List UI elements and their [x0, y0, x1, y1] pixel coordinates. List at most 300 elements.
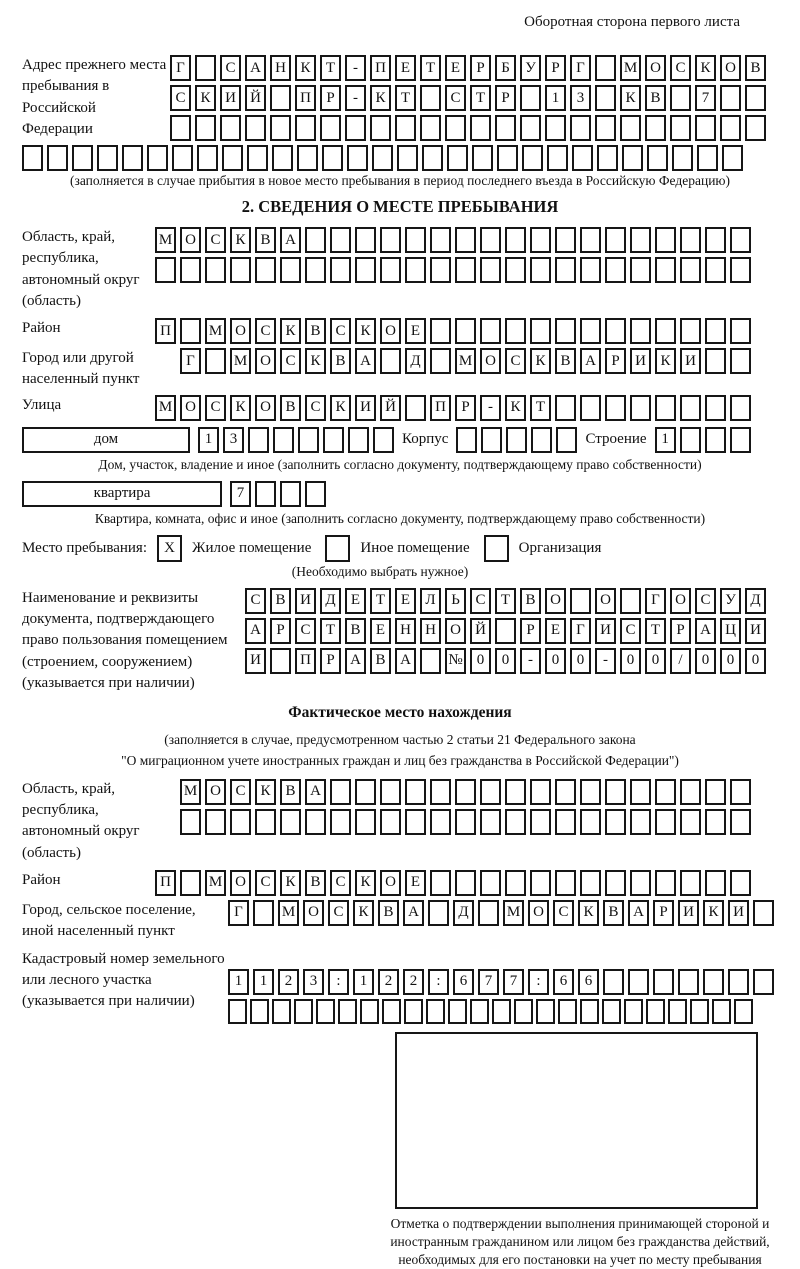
char-cell[interactable]	[705, 348, 726, 374]
char-cell[interactable]: В	[345, 618, 366, 644]
char-cell[interactable]: В	[370, 648, 391, 674]
char-cell[interactable]	[428, 900, 449, 926]
char-cell[interactable]	[448, 999, 467, 1024]
char-cell[interactable]: Р	[653, 900, 674, 926]
char-cell[interactable]: И	[745, 618, 766, 644]
char-cell[interactable]: К	[505, 395, 526, 421]
char-cell[interactable]	[147, 145, 168, 171]
char-cell[interactable]	[345, 115, 366, 141]
char-cell[interactable]	[272, 145, 293, 171]
char-cell[interactable]	[270, 85, 291, 111]
char-cell[interactable]	[245, 115, 266, 141]
char-cell[interactable]: О	[645, 55, 666, 81]
char-cell[interactable]: 7	[503, 969, 524, 995]
char-cell[interactable]: 7	[695, 85, 716, 111]
char-cell[interactable]: О	[230, 318, 251, 344]
char-cell[interactable]: И	[728, 900, 749, 926]
char-cell[interactable]	[348, 427, 369, 453]
char-cell[interactable]	[297, 145, 318, 171]
char-cell[interactable]	[605, 227, 626, 253]
char-cell[interactable]	[248, 427, 269, 453]
char-cell[interactable]: К	[695, 55, 716, 81]
char-cell[interactable]: М	[230, 348, 251, 374]
char-cell[interactable]: 1	[655, 427, 676, 453]
char-cell[interactable]: Ь	[445, 588, 466, 614]
char-cell[interactable]	[172, 145, 193, 171]
checkbox-organization[interactable]	[484, 535, 509, 562]
char-cell[interactable]	[555, 318, 576, 344]
char-cell[interactable]: У	[520, 55, 541, 81]
char-cell[interactable]	[703, 969, 724, 995]
char-cell[interactable]	[555, 809, 576, 835]
char-cell[interactable]: В	[745, 55, 766, 81]
checkbox-residential[interactable]: X	[157, 535, 182, 562]
char-cell[interactable]: 7	[478, 969, 499, 995]
char-cell[interactable]	[580, 257, 601, 283]
char-cell[interactable]	[380, 809, 401, 835]
char-cell[interactable]	[255, 809, 276, 835]
char-cell[interactable]: И	[355, 395, 376, 421]
char-cell[interactable]: А	[245, 618, 266, 644]
char-cell[interactable]: 2	[278, 969, 299, 995]
char-cell[interactable]: -	[595, 648, 616, 674]
char-cell[interactable]: 0	[470, 648, 491, 674]
char-cell[interactable]: 3	[570, 85, 591, 111]
char-cell[interactable]	[655, 809, 676, 835]
char-cell[interactable]: 1	[228, 969, 249, 995]
char-cell[interactable]: А	[403, 900, 424, 926]
char-cell[interactable]: С	[330, 870, 351, 896]
char-cell[interactable]	[555, 779, 576, 805]
char-cell[interactable]	[520, 115, 541, 141]
char-cell[interactable]	[730, 227, 751, 253]
char-cell[interactable]: 6	[578, 969, 599, 995]
char-cell[interactable]	[360, 999, 379, 1024]
char-cell[interactable]: О	[380, 870, 401, 896]
char-cell[interactable]	[646, 999, 665, 1024]
char-cell[interactable]	[595, 115, 616, 141]
char-cell[interactable]	[270, 648, 291, 674]
char-cell[interactable]	[355, 809, 376, 835]
char-cell[interactable]	[470, 115, 491, 141]
char-cell[interactable]: С	[670, 55, 691, 81]
char-cell[interactable]	[653, 969, 674, 995]
char-cell[interactable]: 2	[378, 969, 399, 995]
char-cell[interactable]: С	[255, 318, 276, 344]
char-cell[interactable]	[122, 145, 143, 171]
char-cell[interactable]: К	[355, 318, 376, 344]
char-cell[interactable]	[595, 85, 616, 111]
char-cell[interactable]	[620, 115, 641, 141]
char-cell[interactable]: О	[205, 779, 226, 805]
char-cell[interactable]	[430, 779, 451, 805]
char-cell[interactable]: К	[255, 779, 276, 805]
char-cell[interactable]: С	[170, 85, 191, 111]
char-cell[interactable]: Р	[605, 348, 626, 374]
char-cell[interactable]: Г	[645, 588, 666, 614]
char-cell[interactable]	[222, 145, 243, 171]
char-cell[interactable]: 0	[745, 648, 766, 674]
char-cell[interactable]	[672, 145, 693, 171]
char-cell[interactable]	[670, 115, 691, 141]
char-cell[interactable]: Й	[245, 85, 266, 111]
char-cell[interactable]	[447, 145, 468, 171]
char-cell[interactable]	[355, 227, 376, 253]
char-cell[interactable]: Г	[228, 900, 249, 926]
char-cell[interactable]: 7	[230, 481, 251, 507]
char-cell[interactable]	[273, 427, 294, 453]
char-cell[interactable]	[705, 227, 726, 253]
char-cell[interactable]: Т	[320, 55, 341, 81]
char-cell[interactable]: Г	[570, 55, 591, 81]
char-cell[interactable]: И	[630, 348, 651, 374]
char-cell[interactable]: 3	[303, 969, 324, 995]
char-cell[interactable]	[705, 779, 726, 805]
char-cell[interactable]: С	[445, 85, 466, 111]
char-cell[interactable]	[255, 257, 276, 283]
char-cell[interactable]	[728, 969, 749, 995]
char-cell[interactable]: Т	[395, 85, 416, 111]
char-cell[interactable]	[555, 227, 576, 253]
char-cell[interactable]: М	[278, 900, 299, 926]
char-cell[interactable]	[404, 999, 423, 1024]
char-cell[interactable]	[580, 870, 601, 896]
char-cell[interactable]	[372, 145, 393, 171]
char-cell[interactable]	[630, 318, 651, 344]
char-cell[interactable]	[580, 999, 599, 1024]
char-cell[interactable]	[514, 999, 533, 1024]
char-cell[interactable]	[97, 145, 118, 171]
char-cell[interactable]	[230, 809, 251, 835]
char-cell[interactable]	[753, 900, 774, 926]
char-cell[interactable]	[530, 779, 551, 805]
char-cell[interactable]	[170, 115, 191, 141]
char-cell[interactable]	[745, 115, 766, 141]
char-cell[interactable]: С	[255, 870, 276, 896]
char-cell[interactable]	[705, 427, 726, 453]
char-cell[interactable]: О	[303, 900, 324, 926]
char-cell[interactable]: -	[520, 648, 541, 674]
char-cell[interactable]	[492, 999, 511, 1024]
char-cell[interactable]: И	[245, 648, 266, 674]
char-cell[interactable]	[280, 809, 301, 835]
char-cell[interactable]: С	[230, 779, 251, 805]
char-cell[interactable]: Т	[495, 588, 516, 614]
char-cell[interactable]: Р	[320, 85, 341, 111]
char-cell[interactable]	[430, 809, 451, 835]
char-cell[interactable]	[753, 969, 774, 995]
char-cell[interactable]	[397, 145, 418, 171]
char-cell[interactable]: В	[645, 85, 666, 111]
char-cell[interactable]	[405, 395, 426, 421]
char-cell[interactable]	[205, 809, 226, 835]
char-cell[interactable]: 1	[198, 427, 219, 453]
char-cell[interactable]: С	[553, 900, 574, 926]
char-cell[interactable]	[730, 348, 751, 374]
char-cell[interactable]	[220, 115, 241, 141]
checkbox-other-premises[interactable]	[325, 535, 350, 562]
char-cell[interactable]: Е	[395, 55, 416, 81]
char-cell[interactable]	[280, 257, 301, 283]
char-cell[interactable]: П	[155, 318, 176, 344]
char-cell[interactable]	[338, 999, 357, 1024]
char-cell[interactable]	[270, 115, 291, 141]
char-cell[interactable]	[705, 257, 726, 283]
char-cell[interactable]: А	[280, 227, 301, 253]
char-cell[interactable]: О	[230, 870, 251, 896]
char-cell[interactable]	[455, 809, 476, 835]
char-cell[interactable]	[505, 779, 526, 805]
char-cell[interactable]: 0	[645, 648, 666, 674]
char-cell[interactable]	[247, 145, 268, 171]
char-cell[interactable]: О	[255, 395, 276, 421]
char-cell[interactable]: Р	[470, 55, 491, 81]
char-cell[interactable]: /	[670, 648, 691, 674]
char-cell[interactable]: О	[380, 318, 401, 344]
char-cell[interactable]	[47, 145, 68, 171]
char-cell[interactable]	[22, 145, 43, 171]
char-cell[interactable]: В	[378, 900, 399, 926]
char-cell[interactable]: С	[328, 900, 349, 926]
char-cell[interactable]	[655, 257, 676, 283]
char-cell[interactable]	[730, 809, 751, 835]
char-cell[interactable]	[330, 809, 351, 835]
char-cell[interactable]	[520, 85, 541, 111]
char-cell[interactable]: С	[505, 348, 526, 374]
char-cell[interactable]: В	[603, 900, 624, 926]
char-cell[interactable]	[605, 779, 626, 805]
char-cell[interactable]: К	[295, 55, 316, 81]
char-cell[interactable]: Р	[270, 618, 291, 644]
char-cell[interactable]	[455, 779, 476, 805]
char-cell[interactable]	[570, 588, 591, 614]
char-cell[interactable]	[605, 809, 626, 835]
char-cell[interactable]	[505, 227, 526, 253]
char-cell[interactable]	[720, 85, 741, 111]
char-cell[interactable]	[695, 115, 716, 141]
char-cell[interactable]	[730, 257, 751, 283]
char-cell[interactable]	[430, 227, 451, 253]
char-cell[interactable]: 6	[553, 969, 574, 995]
char-cell[interactable]	[730, 779, 751, 805]
char-cell[interactable]	[622, 145, 643, 171]
char-cell[interactable]: Р	[320, 648, 341, 674]
char-cell[interactable]	[155, 257, 176, 283]
char-cell[interactable]	[180, 318, 201, 344]
char-cell[interactable]: Й	[470, 618, 491, 644]
char-cell[interactable]	[330, 779, 351, 805]
char-cell[interactable]	[680, 809, 701, 835]
char-cell[interactable]: М	[205, 870, 226, 896]
char-cell[interactable]: П	[370, 55, 391, 81]
char-cell[interactable]: 0	[720, 648, 741, 674]
char-cell[interactable]: С	[330, 318, 351, 344]
char-cell[interactable]	[294, 999, 313, 1024]
char-cell[interactable]	[370, 115, 391, 141]
char-cell[interactable]: Л	[420, 588, 441, 614]
char-cell[interactable]: С	[205, 227, 226, 253]
char-cell[interactable]	[505, 870, 526, 896]
char-cell[interactable]	[405, 779, 426, 805]
char-cell[interactable]	[380, 348, 401, 374]
char-cell[interactable]	[680, 779, 701, 805]
char-cell[interactable]	[195, 55, 216, 81]
char-cell[interactable]	[180, 809, 201, 835]
char-cell[interactable]	[558, 999, 577, 1024]
char-cell[interactable]: М	[205, 318, 226, 344]
char-cell[interactable]	[655, 318, 676, 344]
char-cell[interactable]: 3	[223, 427, 244, 453]
char-cell[interactable]	[580, 395, 601, 421]
char-cell[interactable]: Д	[320, 588, 341, 614]
char-cell[interactable]: О	[445, 618, 466, 644]
char-cell[interactable]: Р	[495, 85, 516, 111]
char-cell[interactable]: 2	[403, 969, 424, 995]
char-cell[interactable]: Е	[405, 318, 426, 344]
char-cell[interactable]	[647, 145, 668, 171]
char-cell[interactable]: И	[678, 900, 699, 926]
char-cell[interactable]: К	[370, 85, 391, 111]
char-cell[interactable]: С	[620, 618, 641, 644]
char-cell[interactable]: Р	[545, 55, 566, 81]
char-cell[interactable]: Р	[455, 395, 476, 421]
char-cell[interactable]	[630, 395, 651, 421]
char-cell[interactable]	[472, 145, 493, 171]
char-cell[interactable]	[373, 427, 394, 453]
char-cell[interactable]	[506, 427, 527, 453]
char-cell[interactable]: В	[555, 348, 576, 374]
char-cell[interactable]: А	[245, 55, 266, 81]
char-cell[interactable]: С	[220, 55, 241, 81]
char-cell[interactable]: -	[345, 55, 366, 81]
char-cell[interactable]: К	[195, 85, 216, 111]
char-cell[interactable]	[305, 257, 326, 283]
char-cell[interactable]	[250, 999, 269, 1024]
char-cell[interactable]	[602, 999, 621, 1024]
char-cell[interactable]: Т	[645, 618, 666, 644]
char-cell[interactable]	[478, 900, 499, 926]
char-cell[interactable]	[470, 999, 489, 1024]
char-cell[interactable]: С	[280, 348, 301, 374]
char-cell[interactable]	[228, 999, 247, 1024]
char-cell[interactable]	[580, 318, 601, 344]
char-cell[interactable]: :	[328, 969, 349, 995]
char-cell[interactable]	[730, 395, 751, 421]
char-cell[interactable]	[712, 999, 731, 1024]
char-cell[interactable]	[255, 481, 276, 507]
char-cell[interactable]: О	[545, 588, 566, 614]
char-cell[interactable]: В	[270, 588, 291, 614]
char-cell[interactable]	[730, 427, 751, 453]
char-cell[interactable]	[320, 115, 341, 141]
char-cell[interactable]: Т	[420, 55, 441, 81]
char-cell[interactable]: А	[345, 648, 366, 674]
char-cell[interactable]	[405, 257, 426, 283]
char-cell[interactable]	[705, 395, 726, 421]
char-cell[interactable]	[305, 809, 326, 835]
char-cell[interactable]	[680, 227, 701, 253]
char-cell[interactable]: А	[695, 618, 716, 644]
char-cell[interactable]: Н	[420, 618, 441, 644]
char-cell[interactable]: К	[280, 318, 301, 344]
char-cell[interactable]	[705, 870, 726, 896]
char-cell[interactable]	[305, 227, 326, 253]
char-cell[interactable]	[505, 318, 526, 344]
char-cell[interactable]	[72, 145, 93, 171]
char-cell[interactable]: А	[395, 648, 416, 674]
char-cell[interactable]: 1	[545, 85, 566, 111]
char-cell[interactable]: О	[670, 588, 691, 614]
char-cell[interactable]	[556, 427, 577, 453]
char-cell[interactable]: -	[480, 395, 501, 421]
char-cell[interactable]: 0	[620, 648, 641, 674]
char-cell[interactable]: Д	[745, 588, 766, 614]
char-cell[interactable]	[195, 115, 216, 141]
char-cell[interactable]: Е	[405, 870, 426, 896]
char-cell[interactable]: П	[295, 648, 316, 674]
char-cell[interactable]	[430, 257, 451, 283]
char-cell[interactable]	[697, 145, 718, 171]
char-cell[interactable]: А	[628, 900, 649, 926]
char-cell[interactable]	[497, 145, 518, 171]
char-cell[interactable]: С	[245, 588, 266, 614]
char-cell[interactable]: К	[353, 900, 374, 926]
char-cell[interactable]	[480, 870, 501, 896]
char-cell[interactable]	[355, 257, 376, 283]
char-cell[interactable]	[495, 115, 516, 141]
char-cell[interactable]: К	[655, 348, 676, 374]
char-cell[interactable]	[570, 115, 591, 141]
char-cell[interactable]	[322, 145, 343, 171]
char-cell[interactable]: М	[180, 779, 201, 805]
char-cell[interactable]: Р	[670, 618, 691, 644]
char-cell[interactable]	[197, 145, 218, 171]
char-cell[interactable]	[480, 318, 501, 344]
char-cell[interactable]: Т	[530, 395, 551, 421]
char-cell[interactable]: К	[620, 85, 641, 111]
char-cell[interactable]	[580, 809, 601, 835]
char-cell[interactable]	[705, 318, 726, 344]
char-cell[interactable]	[705, 809, 726, 835]
char-cell[interactable]: К	[230, 227, 251, 253]
char-cell[interactable]: А	[305, 779, 326, 805]
char-cell[interactable]	[580, 227, 601, 253]
char-cell[interactable]: Д	[453, 900, 474, 926]
char-cell[interactable]: С	[470, 588, 491, 614]
char-cell[interactable]	[605, 318, 626, 344]
char-cell[interactable]	[668, 999, 687, 1024]
char-cell[interactable]	[628, 969, 649, 995]
char-cell[interactable]: Ц	[720, 618, 741, 644]
char-cell[interactable]: К	[578, 900, 599, 926]
char-cell[interactable]: Г	[170, 55, 191, 81]
char-cell[interactable]	[620, 588, 641, 614]
char-cell[interactable]: П	[295, 85, 316, 111]
char-cell[interactable]: В	[280, 779, 301, 805]
char-cell[interactable]	[680, 318, 701, 344]
char-cell[interactable]: М	[155, 227, 176, 253]
char-cell[interactable]	[380, 227, 401, 253]
char-cell[interactable]	[605, 870, 626, 896]
char-cell[interactable]	[530, 870, 551, 896]
char-cell[interactable]	[730, 318, 751, 344]
char-cell[interactable]	[280, 481, 301, 507]
char-cell[interactable]: Т	[470, 85, 491, 111]
char-cell[interactable]	[422, 145, 443, 171]
char-cell[interactable]: К	[703, 900, 724, 926]
char-cell[interactable]: В	[305, 318, 326, 344]
char-cell[interactable]	[355, 779, 376, 805]
